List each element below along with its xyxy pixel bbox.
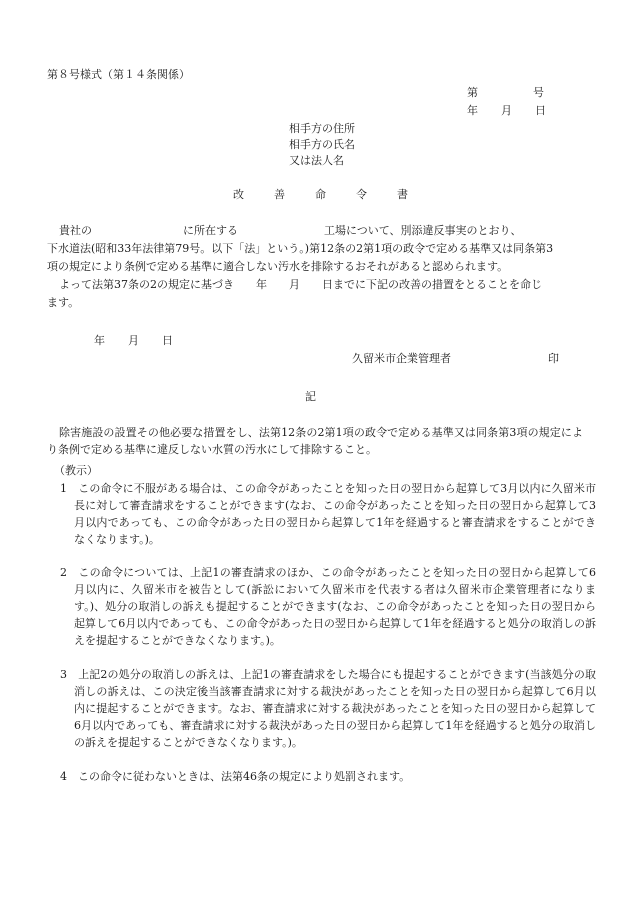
notice-item [60,666,596,751]
notice-text: この命令に従わないときは、法第46条の規定により処罰されます。 [78,770,411,783]
notice-number: 1 [60,482,67,495]
body-line-1: 貴社の に所在する 工場について、別添違反事実のとおり、 [59,224,522,237]
body-line-2: 下水道法(昭和33年法律第79号。以下「法」という。)第12条の2第1項の政令で定める基準又は同条第3 [47,242,554,255]
top-date-day: 日 [535,104,546,117]
body-line-5: ます。 [47,296,80,309]
title-char: 書 [397,188,408,201]
measure-text: 除害施設の設置その他必要な措置をし、法第12条の2第1項の政令で定める基準又は同条第3項の規定により条例で定める基準に違反しない水質の汚水にして排除すること。 [47,426,583,456]
top-date [467,102,546,119]
notice-text: この命令については、上記1の審査請求のほか、この命令があったことを知った日の翌日から起算して6月以内に、久留米市を被告として(訴訟において久留米市を代表する者は久留米市企業管理者になります。)、処分の取消しの訴えも提起することができます(なお、この命令があったことを知った日の翌日から起算して6月以内であっても、この命令があった日の翌日から起算して1年を経過すると処分の取消しの訴えを提起することができなくなります。)。 [74,566,596,647]
kyoji-label: （教示） [54,464,98,477]
recipient-corp: 又は法人名 [289,154,344,167]
document-title [233,186,408,203]
notice-item [60,480,596,548]
title-char: 令 [356,188,367,201]
notice-text: この命令に不服がある場合は、この命令があったことを知った日の翌日から起算して3月以内に久留米市長に対して審査請求をすることができます(なお、この命令があったことを知った日の翌日から起算して3月以内であっても、この命令があった日の翌日から起算して1年を経過すると審査請求をすることができなくなります。)。 [74,482,597,546]
notice-number: 3 [60,668,67,681]
doc-number-suffix: 号 [533,86,544,99]
title-char: 改 [233,188,244,201]
body-line-3: 項の規定により条例で定める基準に適合しない汚水を排除するおそれがあると認められます。 [47,260,509,273]
notice-text: 上記2の処分の取消しの訴えは、上記1の審査請求をした場合にも提起することができます(当該処分の取消しの訴えは、この決定後当該審査請求に対する裁決があったことを知った日の翌日から起算して6月以内に提起することができます。なお、審査請求に対する裁決があったことを知った日の翌日から起算して6月以内であっても、審査請求に対する裁決があった日の翌日から起算して1年を経過すると処分の取消しの訴えを提起することができなくなります。)。 [74,668,596,749]
notice-number: 2 [60,566,67,579]
recipient-address: 相手方の住所 [289,122,355,135]
seal-mark: 印 [548,352,559,365]
body-line-4: よって法第37条の2の規定に基づき 年 月 日までに下記の改善の措置をとることを命じ [59,278,542,291]
issue-date: 年 月 日 [94,334,173,347]
recipient-name: 相手方の氏名 [289,138,355,151]
top-date-month: 月 [501,104,512,117]
notice-number: 4 [60,770,67,783]
doc-number-prefix: 第 [467,86,478,99]
ki-heading: 記 [305,390,316,403]
top-date-year: 年 [467,104,478,117]
notice-item [60,768,596,785]
title-char: 善 [274,188,285,201]
issuer: 久留米市企業管理者 [352,352,451,365]
form-label: 第８号様式（第１４条関係） [47,68,190,81]
title-char: 命 [315,188,326,201]
notice-item [60,564,596,649]
doc-number [467,84,544,101]
